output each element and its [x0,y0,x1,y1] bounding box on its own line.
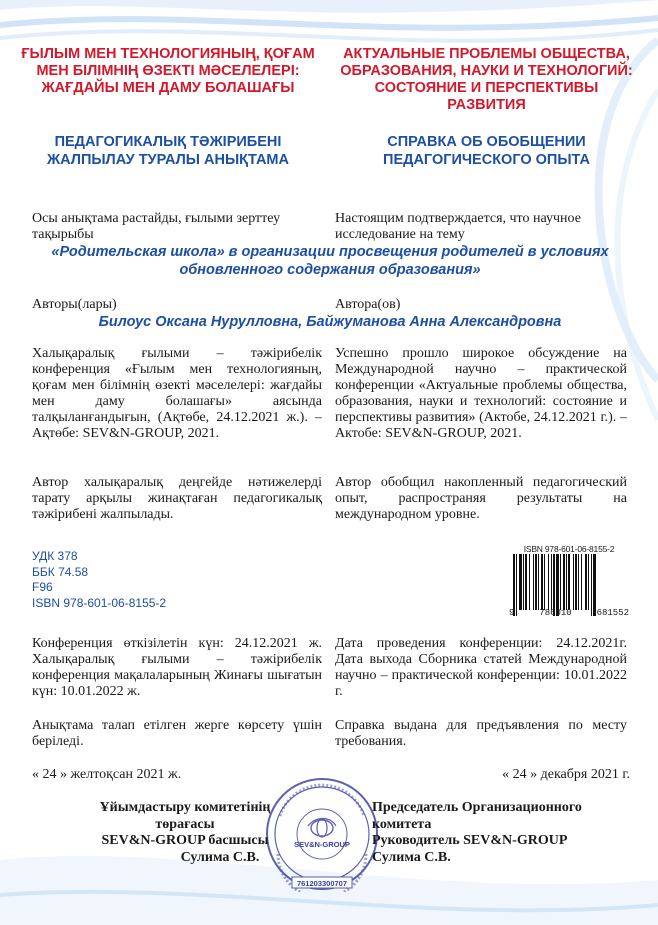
right-document-title: СПРАВКА ОБ ОБОБЩЕНИИ ПЕДАГОГИЧЕСКОГО ОПЫТА [383,134,590,168]
barcode-bar [563,554,565,610]
barcode-bar [535,554,537,610]
left-signature-line3: SEV&N-GROUP басшысы [101,833,269,848]
left-signature-line1: Ұйымдастыру комитетінің [99,800,271,815]
barcode-bar [516,554,517,616]
right-intro: Настоящим подтверждается, что научное исследование на тему [335,211,581,242]
isbn-barcode [509,544,629,624]
right-signature-line1: Председатель Организационного [372,800,582,815]
left-authors-label: Авторы(лары) [32,297,117,312]
barcode-bar [573,554,574,610]
left-document-title: ПЕДАГОГИКАЛЫҚ ТӘЖІРИБЕНІ ЖАЛПЫЛАУ ТУРАЛЫ АНЫҚТАМА [47,134,289,168]
barcode-bar [556,554,559,616]
isbn-line: ISBN 978-601-06-8155-2 [32,595,167,610]
right-authors-label: Автора(ов) [335,297,401,312]
barcode-bar [566,554,567,610]
left-issued-text: Анықтама талап етілген жерге көрсету үшін беріледі. [32,718,322,749]
barcode-bar [553,554,555,616]
author-names: Билоус Оксана Нурулловна, Байжуманова Анна Александровна [98,314,562,330]
barcode-digits-group1: 786010 [539,608,572,618]
stamp-brand: SEV&N-GROUP [294,840,350,849]
barcode-bars [509,554,629,616]
udk-line: УДК 378 [32,549,78,563]
barcode-bar [525,554,527,610]
udk-block [32,549,232,611]
barcode-bar [585,554,587,610]
barcode-bar [529,554,530,610]
barcode-bar [581,554,582,610]
stamp-number: 761203300707 [296,879,348,888]
left-conference-text: Халықаралық ғылыми – тәжірибелік конференция «Ғылым мен технологияның, қоғам мен білімнің өзекті мәселелері: жағдайы мен даму болашағы» аясында талқыланғандығын, (Ақтөбе, 24.12.2021 ж.). – Ақтөбе: SEV&N-GROUP, 2021. [32,346,322,441]
right-conference-text: Успешно прошло широкое обсуждение на Международной научно – практической конференции «Актуальные проблемы общества, образования, науки и технологий: состояние и перспективы развития» (Актобе, 24.12.2021 г.). – Актобе: SEV&N-GROUP, 2021. [335,346,627,441]
barcode-bar [591,554,592,616]
barcode-bar [538,554,539,610]
bbk-line: ББК 74.58 [32,564,89,579]
barcode-bar [544,554,545,610]
right-event-title: АКТУАЛЬНЫЕ ПРОБЛЕМЫ ОБЩЕСТВА, ОБРАЗОВАНИЯ, НАУКИ И ТЕХНОЛОГИЙ: СОСТОЯНИЕ И ПЕРСПЕКТИВЫ РАЗВИТИЯ [340,46,633,113]
left-signature-line2: төрағасы [155,816,215,832]
barcode-bar [533,554,534,610]
left-signature-block [60,800,310,866]
barcode-bar [523,554,524,610]
barcode-isbn-label: ISBN 978-601-06-8155-2 [523,544,615,554]
barcode-bar [578,554,579,610]
right-summary-text: Автор обобщил накопленный педагогический опыт, распространяя результаты на международном уровне. [335,475,627,522]
research-topic: «Родительская школа» в организации просвещения родителей в условиях обновленного содержания образования» [51,244,609,278]
right-dates-text: Дата проведения конференции: 24.12.2021г. Дата выхода Сборника статей Международной научно – практической конференции: 10.01.2022 г. [335,636,627,699]
f-code-line: F96 [32,580,53,594]
barcode-digits-group2: 681552 [596,608,629,618]
barcode-bar [519,554,522,610]
barcode-bar [593,554,596,616]
barcode-digit-prefix: 9 [509,608,515,618]
barcode-bar [568,554,570,610]
barcode-bar [575,554,577,610]
barcode-bar [548,554,549,610]
barcode-bar [588,554,589,610]
right-signature-line2: комитета [372,816,432,832]
right-signature-block [372,800,642,866]
left-event-title: ҒЫЛЫМ МЕН ТЕХНОЛОГИЯНЫҢ, ҚОҒАМ МЕН БІЛІМНІҢ ӨЗЕКТІ МӘСЕЛЕЛЕРІ: ЖАҒДАЙЫ МЕН ДАМУ БОЛАШАҒЫ [21,46,315,96]
left-signature-name: Сулима С.В. [180,849,260,865]
left-dates-text: Конференция өткізілетін күн: 24.12.2021 ж. Халықаралық ғылыми – тәжірибелік конференция мақалаларының Жинағы шығатын күн: 10.01.2022 ж. [32,636,322,699]
left-sign-date: « 24 » желтоқсан 2021 ж. [32,767,182,782]
right-issued-text: Справка выдана для предъявления по месту требования. [335,718,627,749]
barcode-bar [541,554,543,610]
right-sign-date: « 24 » декабря 2021 г. [502,767,630,782]
right-signature-name: Сулима С.В. [372,849,451,865]
barcode-bar [551,554,552,610]
barcode-bar [513,554,515,616]
left-summary-text: Автор халықаралық деңгейде нәтижелерді тарату арқылы жинақтаған педагогикалық тәжірибені жалпылады. [32,475,322,522]
barcode-bar [560,554,561,610]
left-intro: Осы анықтама растайды, ғылыми зерттеу тақырыбы [32,211,281,242]
right-signature-line3: Руководитель SEV&N-GROUP [372,833,568,848]
